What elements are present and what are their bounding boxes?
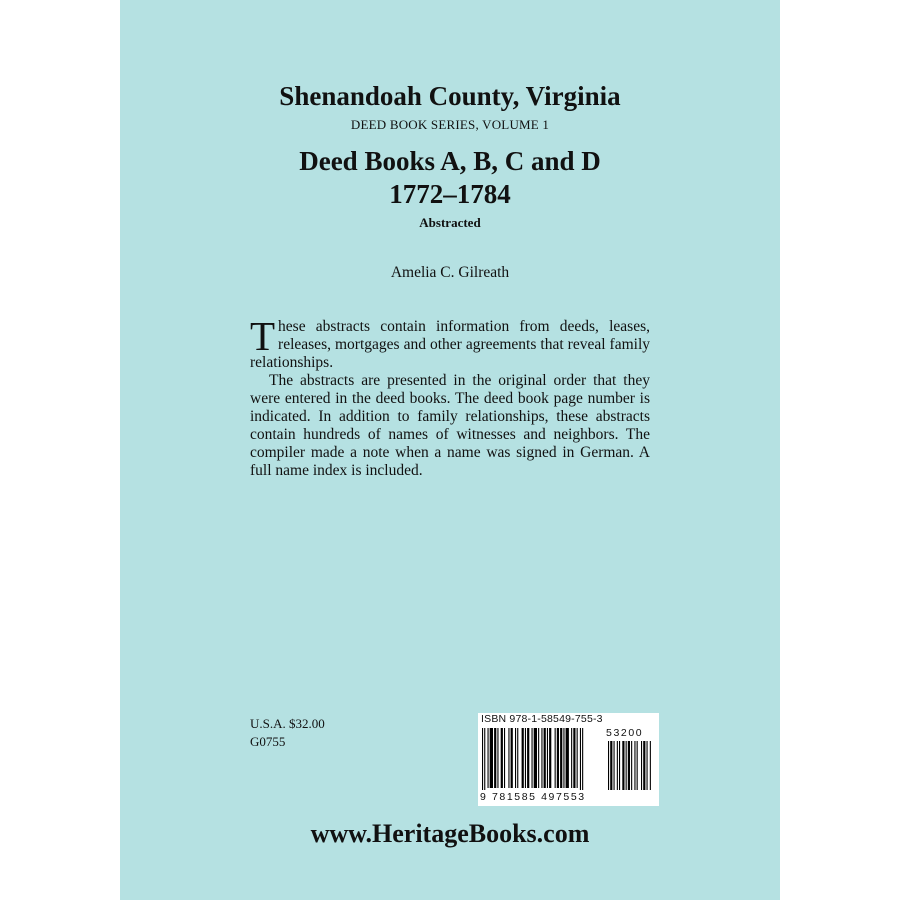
year-range: 1772–1784 <box>389 179 511 209</box>
blurb-paragraph-2: The abstracts are presented in the original order that they were entered in the deed books. The deed book page number is indicated. In addition to family relationships, these abstracts contain hundreds of names of witnesses and neighbors. The compiler made a note when a name was signed in German. A full name index is included. <box>250 372 650 479</box>
deed-books-heading: Deed Books A, B, C and D <box>299 146 601 176</box>
drop-cap: T <box>250 313 276 359</box>
price-block <box>250 715 325 751</box>
series-label: DEED BOOK SERIES, VOLUME 1 <box>350 117 550 132</box>
book-back-cover <box>120 0 780 900</box>
isbn-number: ISBN 978-1-58549-755-3 <box>481 713 603 725</box>
publisher-website: www.HeritageBooks.com <box>310 819 590 848</box>
abstracted-label: Abstracted <box>419 215 481 230</box>
blurb-paragraph-1 <box>250 313 650 372</box>
product-code: G0755 <box>250 734 286 749</box>
isbn-barcode <box>478 713 659 806</box>
description-blurb <box>250 313 650 480</box>
author-name: Amelia C. Gilreath <box>390 264 510 281</box>
blurb-paragraph-1-text: hese abstracts contain information from deeds, leases, releases, mortgages and other agreements that reveal family relationships. <box>250 318 650 371</box>
price: U.S.A. $32.00 <box>250 716 325 731</box>
addon-digits: 53200 <box>606 727 644 739</box>
ean-digits: 9 781585 497553 <box>480 791 586 803</box>
book-title: Shenandoah County, Virginia <box>279 81 621 111</box>
